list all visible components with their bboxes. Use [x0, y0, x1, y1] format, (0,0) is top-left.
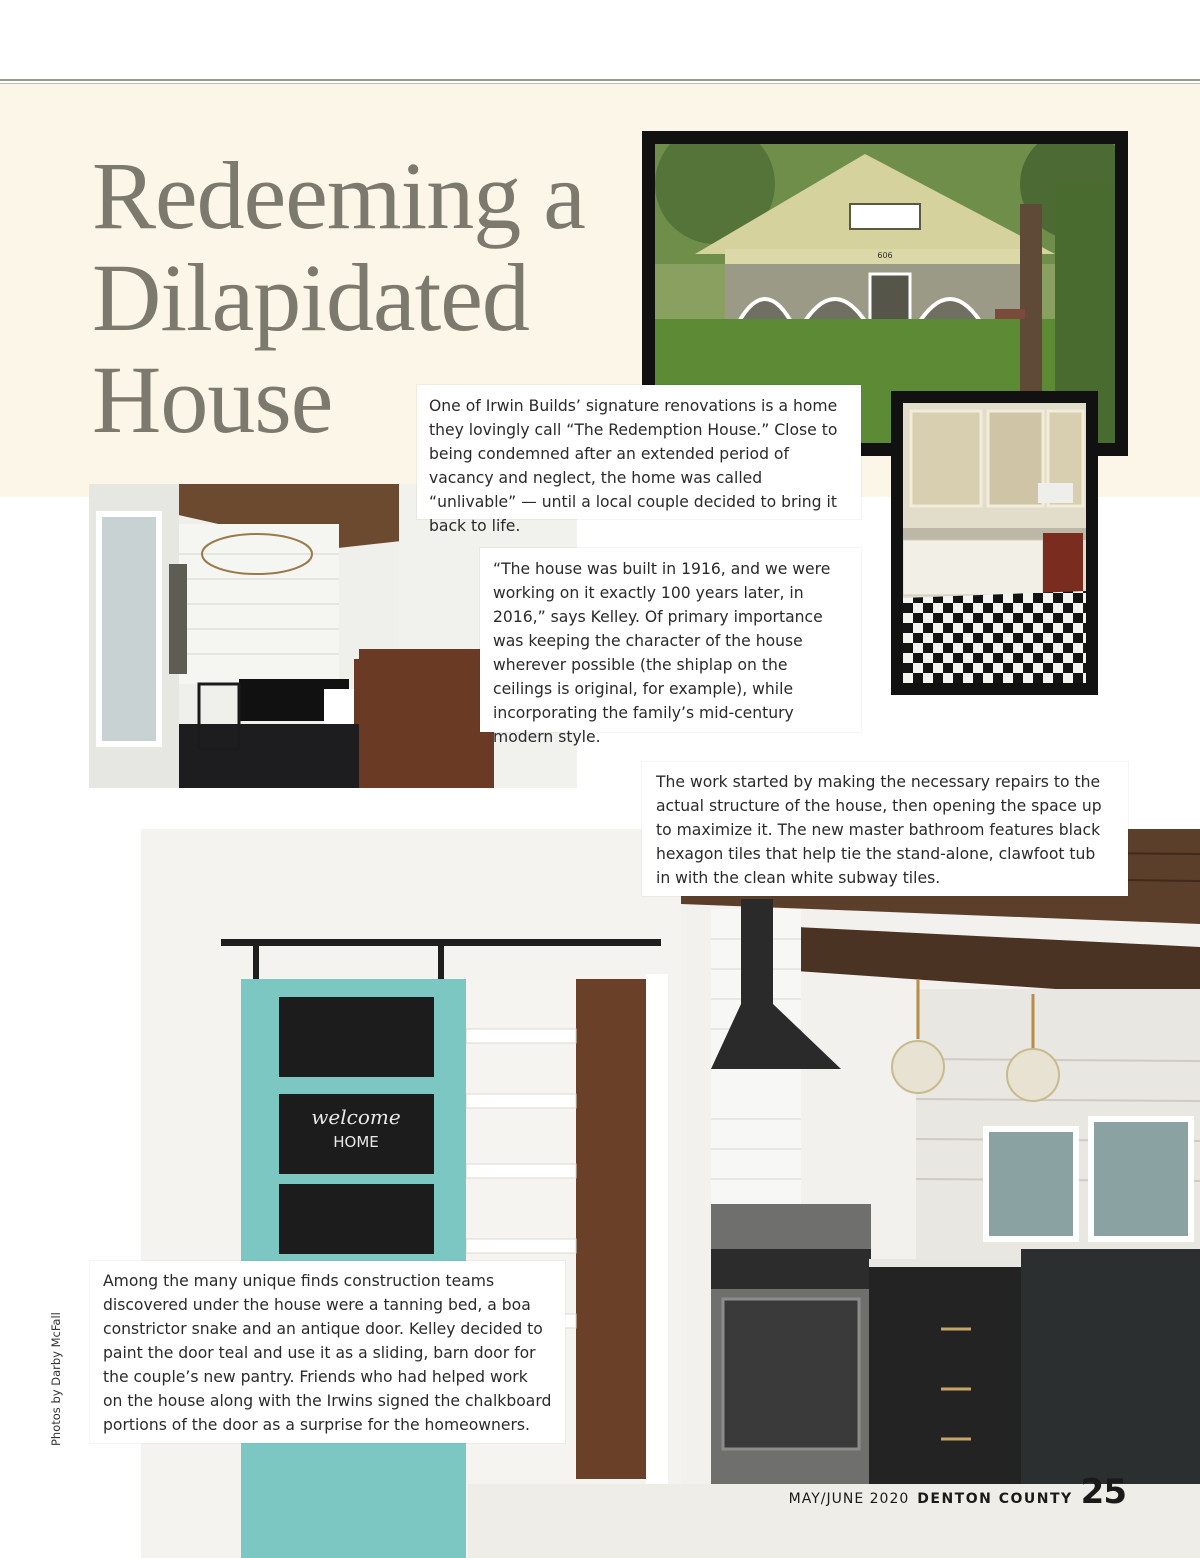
- caption-structure-repairs: The work started by making the necessary repairs to the actual structure of the house, then opening the space up to maximize it. The new master bathroom features black hexagon tiles that help tie the stand-alone, clawfoot tub in with the clean white subway tiles.: [642, 762, 1128, 896]
- photo-kitchen-before: [891, 391, 1098, 695]
- page-number: 25: [1080, 1472, 1126, 1512]
- magazine-name: DENTON COUNTY: [917, 1491, 1073, 1507]
- door-home-text: HOME: [333, 1133, 379, 1151]
- photo-credit: Photos by Darby McFall: [49, 1312, 63, 1446]
- headline-line-3: House: [92, 346, 333, 453]
- top-band: [0, 0, 1200, 80]
- headline-line-1: Redeeming a: [92, 142, 585, 249]
- headline-line-2: Dilapidated: [92, 244, 529, 351]
- top-rule: [0, 79, 1200, 81]
- issue-date: MAY/JUNE 2020: [788, 1491, 910, 1507]
- caption-built-1916: “The house was built in 1916, and we were working on it exactly 100 years later, in 2016,” says Kelley. Of primary importance was keeping the character of the house wherever possible (the shiplap on the ceilings is original, for example), while incorporating the family’s mid-century modern style.: [480, 548, 861, 732]
- caption-redemption-house: One of Irwin Builds’ signature renovations is a home they lovingly call “The Redemption House.” Close to being condemned after an extended period of vacancy and neglect, the home was called “unlivable” — until a local couple decided to bring it back to life.: [417, 385, 861, 519]
- caption-antique-door: Among the many unique finds construction teams discovered under the house were a tanning bed, a boa constrictor snake and an antique door. Kelley decided to paint the door teal and use it as a sliding, barn door for the couple’s new pantry. Friends who had helped work on the house along with the Irwins signed the chalkboard portions of the door as a surprise for the homeowners.: [90, 1261, 565, 1443]
- house-number-text: 606: [877, 251, 893, 260]
- photo-kitchen-pantry: [141, 829, 1200, 1558]
- page-footer: [789, 1472, 1126, 1512]
- door-welcome-text: welcome: [311, 1105, 401, 1129]
